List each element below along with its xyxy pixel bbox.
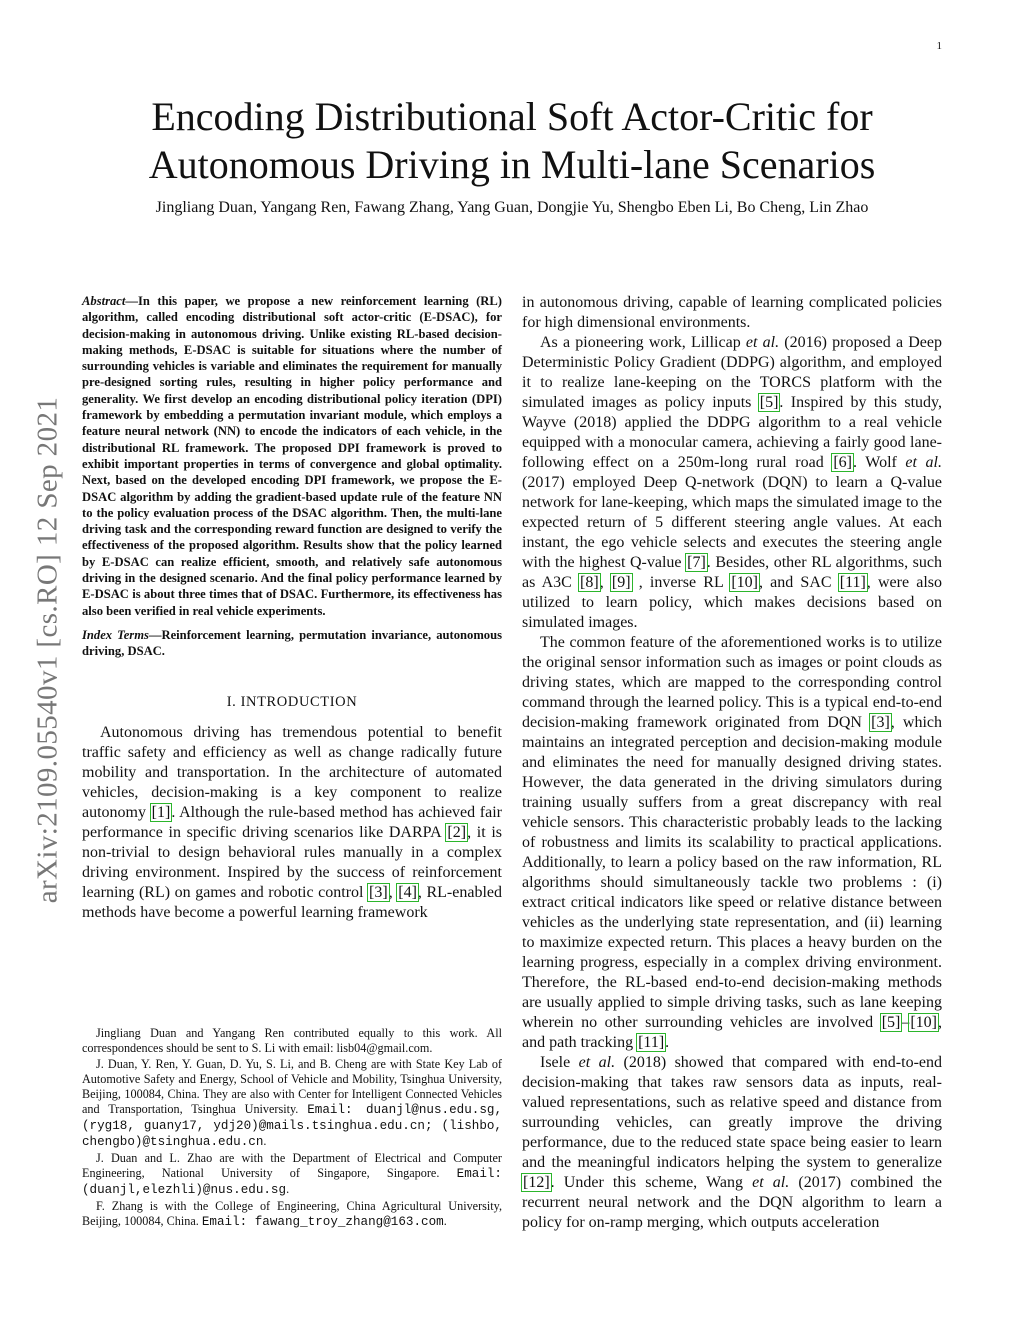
citation-link[interactable]: [12]	[523, 1174, 550, 1191]
title-line-2: Autonomous Driving in Multi-lane Scenarios	[148, 142, 876, 187]
citation-link[interactable]: [4]	[398, 883, 417, 901]
italic-run: et al.	[752, 1174, 790, 1191]
text-run: .	[665, 1034, 670, 1051]
email-text: Email: (duanjl,elezhli)@nus.edu.sg	[82, 1167, 502, 1197]
text-run: , inverse RL	[631, 574, 731, 591]
text-run: . Under this scheme, Wang	[550, 1174, 753, 1191]
citation-link[interactable]: [2]	[447, 823, 467, 841]
text-run: (2017) employed Deep Q-network (DQN) to learn a Q-value network for lane-keeping, which maps the simulated image to the expected return of 5 different steering angle values. At each instant, the ego vehicle selects and executes the steering angle with the highest Q-value	[522, 474, 942, 571]
text-run: J. Duan, Y. Ren, Y. Guan, D. Yu, S. Li, and B. Cheng are with State Key Lab of Automotive Safety and Energy, School of Vehicle and Mobility, Tsinghua University, Beijing, 100084, China. They are also with Center for Intelligent Connected Vehicles and Transportation, Tsinghua University.	[82, 1057, 502, 1116]
text-run: (2018) showed that compared with end-to-end decision-making that takes raw sensors data as inputs, real-valued representations, such as relative speed and distance from surrounding vehicles, can greatly improve the driving performance, due to the reduced state space being easier to learn and the meaningful indicators helping the system to generalize	[522, 1054, 942, 1171]
title-line-1: Encoding Distributional Soft Actor-Critic for	[151, 94, 873, 139]
index-terms-lead: Index Terms	[82, 627, 149, 642]
text-run: . Besides, other RL algorithms, such as A3C	[522, 554, 943, 591]
footnote-cau	[82, 1199, 502, 1230]
text-run: . Although the rule-based method has achieved fair performance in specific driving scenarios like DARPA	[82, 803, 502, 841]
text-run: J. Duan and L. Zhao are with the Department of Electrical and Computer Engineering, National University of Singapore, Singapore.	[82, 1151, 502, 1180]
text-run: , and path tracking	[522, 1014, 942, 1051]
author-list: Jingliang Duan, Yangang Ren, Fawang Zhang, Yang Guan, Dongjie Yu, Shengbo Eben Li, Bo Cheng, Lin Zhao	[155, 199, 869, 216]
text-run: , it is non-trivial to design behavioral rules manually in a complex driving environment. Inspired by the success of reinforcement learning (RL) on games and robotic control	[82, 823, 503, 901]
text-run: , RL-enabled methods have become a powerful learning framework	[82, 883, 503, 921]
citation-link[interactable]: [5]	[881, 1014, 901, 1031]
email-text: Email: fawang_troy_zhang@163.com	[201, 1215, 444, 1229]
abstract	[82, 293, 502, 619]
text-run: –	[901, 1014, 910, 1031]
intro-paragraph-1	[82, 723, 502, 923]
citation-link[interactable]: [10]	[731, 574, 758, 591]
text-run: F. Zhang is with the College of Engineering, China Agricultural University, Beijing, 100084, China.	[82, 1199, 502, 1228]
index-terms-text: —Reinforcement learning, permutation invariance, autonomous driving, DSAC.	[82, 627, 503, 659]
text-run: .	[443, 1214, 447, 1228]
text-run: (2016) proposed a Deep Deterministic Policy Gradient (DDPG) algorithm, and employed it to realize lane-keeping on the TORCS platform with the simulated images as policy inputs	[522, 334, 942, 411]
footnotes	[82, 1026, 502, 1231]
footnote-contribution: Jingliang Duan and Yangang Ren contributed equally to this work. All correspondences should be sent to S. Li with email: lisb04@gmail.com.	[82, 1026, 502, 1055]
italic-run: et al.	[578, 1054, 616, 1071]
footnote-nus	[82, 1151, 502, 1198]
index-terms	[82, 627, 502, 660]
abstract-lead: Abstract	[82, 294, 126, 308]
email-text: Email: duanjl@nus.edu.sg, (ryg18, guany17, ydj20)@mails.tsinghua.edu.cn; (lishbo, chengbo)@tsinghua.edu.cn	[82, 1103, 502, 1149]
page-number: 1	[936, 40, 942, 52]
citation-link[interactable]: [9]	[611, 574, 631, 591]
section-heading-introduction: I. INTRODUCTION	[226, 693, 358, 710]
citation-link[interactable]: [10]	[910, 1014, 937, 1031]
paper-title	[82, 93, 942, 189]
text-run: . Inspired by this study, Wayve (2018) applied the DDPG algorithm to a real vehicle equipped with a monocular camera, achieving a fairly good lane-following effect on a 250m-long rural road	[522, 394, 943, 471]
text-run: .	[286, 1182, 290, 1196]
text-run: As a pioneering work, Lillicap	[540, 334, 746, 351]
text-run: . Wolf	[852, 454, 906, 471]
text-run: (2017) combined the recurrent neural network and the DQN algorithm to learn a policy for on-ramp merging, which outputs acceleration	[522, 1174, 942, 1231]
left-column	[82, 293, 502, 923]
text-run: ,	[388, 883, 398, 901]
italic-run: et al.	[745, 334, 780, 351]
abstract-text: —In this paper, we propose a new reinforcement learning (RL) algorithm, called encoding distributional soft actor-critic (E-DSAC), for decision-making in autonomous driving. Unlike existing RL-based decision-making methods, E-DSAC is suitable for situations where the number of surrounding vehicles is variable and eliminates the requirement for manually pre-designed sorting rules, resulting in higher policy performance and generality. We first develop an encoding distributional policy iteration (DPI) framework by embedding a permutation invariant module, which employs a feature neural network (NN) to encode the indicators of each vehicle, in the distributional RL framework. The proposed DPI framework is proved to exhibit important properties in terms of convergence and global optimality. Next, based on the developed encoding DPI framework, we propose the E-DSAC algorithm by adding the gradient-based update rule of the feature NN to the policy evaluation process of the DSAC algorithm. Then, the multi-lane driving task and the corresponding reward function are designed to verify the effectiveness of the proposed algorithm. Results show that the policy learned by E-DSAC can realize efficient, smooth, and relatively safe autonomous driving in the designed scenario. And the final policy performance learned by E-DSAC is about three times that of DSAC. Furthermore, its effectiveness has also been verified in real vehicle experiments.	[82, 294, 502, 618]
citation-link[interactable]: [1]	[151, 803, 171, 821]
citation-link[interactable]: [5]	[759, 394, 779, 411]
text-run: , which maintains an integrated perception and decision-making module and eliminates the need for manually designed driving states. However, the data generated in the driving simulators during training usually suffers from a great discrepancy with real vehicle sensors. This characteristic probably leads to the lacking of robustness and limits its scalability to practical applications. Additionally, to learn a policy based on the raw information, RL algorithms should simultaneously tackle two problems : (i) extract critical indicators like speed or relative distance between vehicles as the underlying state representation, and (ii) learning to maximize expected return. This places a heavy burden on the learning progress, especially in a complex driving environment. Therefore, the RL-based end-to-end decision-making methods are usually applied to simple driving tasks, such as lane keeping wherein no other surrounding vehicles are involved	[522, 714, 942, 1031]
citation-link[interactable]: [11]	[839, 574, 866, 591]
intro-paragraph-1-continued: in autonomous driving, capable of learning complicated policies for high dimensional environments.	[522, 294, 942, 331]
intro-paragraph-2	[522, 333, 942, 633]
text-run: The common feature of the aforementioned works is to utilize the original sensor information such as images or point clouds as driving states, which are mapped to the corresponding control command through the learned policy. This is a typical end-to-end decision-making framework originated from DQN	[522, 634, 942, 731]
citation-link[interactable]: [3]	[871, 714, 890, 731]
text-run: ,	[599, 574, 611, 591]
citation-link[interactable]: [7]	[687, 554, 706, 571]
text-run: .	[263, 1134, 267, 1148]
footnote-tsinghua	[82, 1057, 502, 1150]
text-run: Autonomous driving has tremendous potential to benefit traffic safety and efficiency as well as change radically future mobility and transportation. In the architecture of automated vehicles, decision-making is a key component to realize autonomy	[82, 723, 502, 821]
italic-run: et al.	[905, 454, 942, 471]
citation-link[interactable]: [6]	[833, 454, 852, 471]
arxiv-identifier[interactable]: arXiv:2109.05540v1 [cs.RO] 12 Sep 2021	[31, 396, 64, 904]
text-run: Isele	[540, 1054, 579, 1071]
right-column	[522, 293, 942, 1233]
intro-paragraph-4	[522, 1053, 942, 1233]
citation-link[interactable]: [11]	[638, 1034, 665, 1051]
text-run: , and SAC	[758, 574, 839, 591]
intro-paragraph-3	[522, 633, 942, 1053]
citation-link[interactable]: [3]	[369, 883, 388, 901]
citation-link[interactable]: [8]	[580, 574, 599, 591]
text-run: , were also utilized to learn policy, which makes decisions based on simulated images.	[522, 574, 943, 631]
